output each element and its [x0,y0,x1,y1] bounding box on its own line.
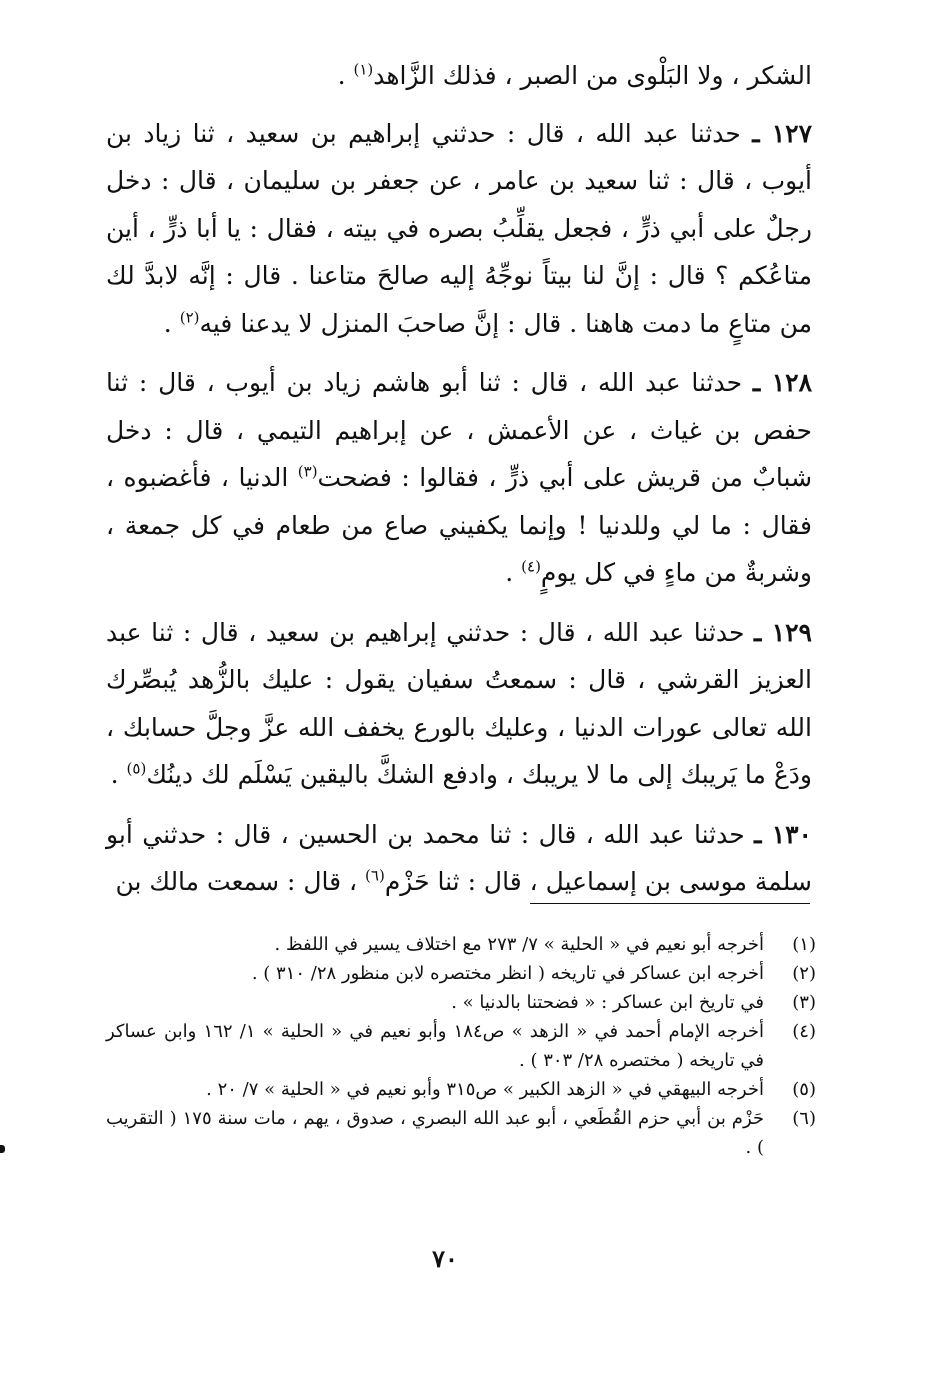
hadith-130 [106,811,812,906]
paragraph-text: حدثنا عبد الله ، قال : حدثني إبراهيم بن سعيد ، ثنا زياد بن أيوب ، قال : ثنا سعيد بن عامر ، عن جعفر بن سليمان ، قال : دخل رجلٌ على أبي ذرٍّ ، فجعل يقلِّبُ بصره في بيته ، فقال : يا أبا ذرٍّ ، أين متاعُكم ؟ قال : إنَّ لنا بيتاً نوجِّهُ إليه صالحَ متاعنا . قال : إنَّه لابدَّ لك من متاعٍ ما دمت هاهنا . قال : إنَّ صاحبَ المنزل لا يدعنا فيه [106,118,812,338]
hadith-number: ١٢٨ ـ [752,368,813,397]
footnote-ref: (٥) [126,759,147,778]
paragraph-text: حدثنا عبد الله ، قال : حدثني إبراهيم بن سعيد ، قال : ثنا عبد العزيز القرشي ، قال : سمعتُ سفيان يقول : عليك بالزُّهد يُبصِّرك الله تعالى عورات الدنيا ، وعليك بالورع يخفف الله عزَّ وجلَّ حسابك ، ودَعْ ما يَريبك إلى ما لا يريبك ، وادفع الشكَّ باليقين يَسْلَم لك دينُك [106,617,812,789]
hadith-127 [106,110,812,348]
footnote-6 [106,1104,816,1162]
footnote-text: أخرجه أبو نعيم في « الحلية » ٧/ ٢٧٣ مع اختلاف يسير في اللفظ . [274,934,764,955]
paragraph-text: حدثنا عبد الله ، قال : ثنا أبو هاشم زياد بن أيوب ، قال : ثنا حفص بن غياث ، عن الأعمش ، عن إبراهيم التيمي ، قال : دخل شبابٌ من قريش على أبي ذرٍّ ، فقالوا : فضحت [106,368,813,492]
footnote-number: (٢) [792,963,816,984]
page-number: ٧٠ [432,1244,458,1273]
footnote-ref: (٢) [179,308,200,327]
scan-edge-mark [0,1145,5,1153]
footnote-number: (٦) [792,1108,816,1129]
footnote-4 [106,1017,816,1075]
hadith-number: ١٢٧ ـ [752,118,813,148]
footnote-separator [530,903,810,904]
paragraph-text: الشكر ، ولا البَلْوى من الصبر ، فذلك الزَّاهد [373,61,812,90]
footnote-text: في تاريخ ابن عساكر : « فضحتنا بالدنيا » . [451,992,764,1013]
paragraph-text-end: . [163,308,180,338]
footnote-ref: (٣) [297,462,318,481]
footnote-2 [106,959,816,988]
footnote-text: حَزْم بن أبي حزم القُطَعي ، أبو عبد الله البصري ، صدوق ، يهم ، مات سنة ١٧٥ ( التقريب ) . [106,1108,764,1158]
footnote-text: أخرجه البيهقي في « الزهد الكبير » ص٣١٥ وأبو نعيم في « الحلية » ٧/ ٢٠ . [206,1079,764,1100]
footnote-3 [106,988,816,1017]
footnote-ref: (٤) [521,557,541,576]
footnote-5 [106,1075,816,1104]
footnote-number: (٥) [792,1079,816,1100]
paragraph-continuation [106,52,812,100]
hadith-128 [106,359,812,597]
paragraph-text-end: . [110,760,127,789]
paragraph-text-end: ، قال : سمعت مالك بن [115,867,366,896]
footnote-number: (٣) [792,992,816,1013]
paragraph-text-end: . [337,61,354,90]
paragraph-text-end: . [505,558,522,587]
hadith-number: ١٣٠ ـ [754,819,812,849]
footnote-1 [106,930,816,959]
footnote-number: (٤) [792,1021,816,1042]
footnote-ref: (٦) [365,866,385,885]
paragraph-text: حدثنا عبد الله ، قال : ثنا محمد بن الحسين ، قال : حدثني أبو سلمة موسى بن إسماعيل ، قال : ثنا حَزْم [106,819,812,896]
footnote-ref: (١) [353,60,374,79]
main-text-block [106,52,812,906]
hadith-129 [106,609,812,799]
paragraph-text-middle: الدنيا ، فأغضبوه ، فقال : ما لي وللدنيا ! وإنما يكفيني صاع من طعام في كل جمعة ، وشربةٌ من ماءٍ في كل يومٍ [106,463,812,587]
hadith-number: ١٢٩ ـ [754,617,812,647]
footnotes [106,930,816,1162]
footnote-text: أخرجه ابن عساكر في تاريخه ( انظر مختصره لابن منظور ٢٨/ ٣١٠ ) . [251,963,764,984]
footnote-text: أخرجه الإمام أحمد في « الزهد » ص١٨٤ وأبو نعيم في « الحلية » ١/ ١٦٢ وابن عساكر في تاريخه ( مختصره ٢٨/ ٣٠٣ ) . [106,1021,764,1071]
footnote-number: (١) [792,934,816,955]
